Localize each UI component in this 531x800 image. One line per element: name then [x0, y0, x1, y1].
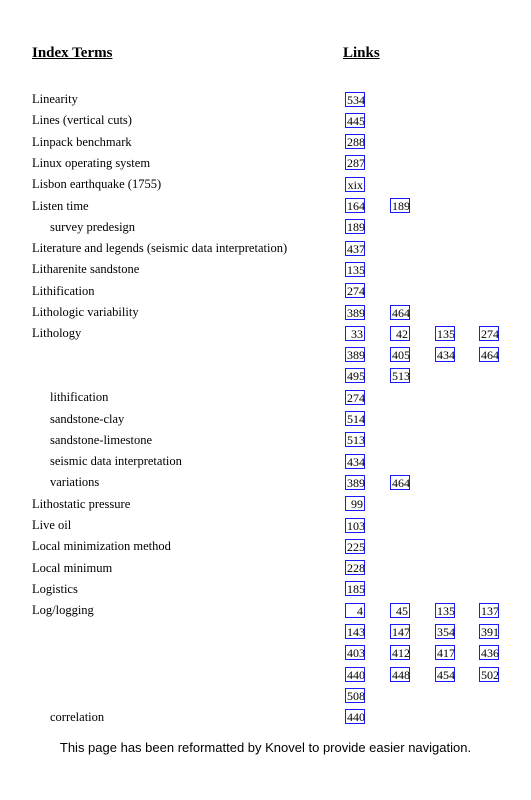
page-link[interactable]: 103	[347, 518, 365, 533]
page-link[interactable]: 434	[347, 454, 365, 469]
index-term: correlation	[50, 709, 105, 724]
page-link[interactable]: 354	[437, 625, 455, 639]
page-link[interactable]: 137	[481, 603, 499, 618]
page-link[interactable]: 4	[345, 603, 365, 618]
page-link[interactable]: 45	[390, 603, 410, 618]
page-link[interactable]: 436	[481, 646, 499, 661]
page-link[interactable]: 185	[347, 582, 365, 597]
page-link[interactable]: 514	[347, 412, 365, 426]
index-term: Local minimization method	[32, 539, 171, 554]
page-link[interactable]: 508	[347, 688, 365, 703]
index-term: Linearity	[32, 92, 78, 106]
page-link[interactable]: 189	[347, 220, 365, 235]
page-link[interactable]: 403	[347, 646, 365, 661]
index-term: survey predesign	[50, 219, 136, 234]
page-link[interactable]: 225	[347, 539, 365, 554]
knovel-footer-note: This page has been reformatted by Knovel to provide easier navigation.	[59, 740, 472, 755]
page-link[interactable]: 389	[347, 348, 365, 363]
page-link[interactable]: 513	[392, 369, 410, 384]
index-term: variations	[50, 475, 100, 490]
index-term: Lithologic variability	[32, 305, 139, 319]
index-term: Lithification	[32, 283, 95, 298]
page-link[interactable]: 135	[437, 326, 455, 341]
index-term: sandstone-clay	[50, 411, 125, 426]
page-link[interactable]: 434	[437, 348, 455, 363]
page-link[interactable]: 502	[481, 667, 499, 682]
page-link[interactable]: 448	[392, 667, 410, 682]
page-link[interactable]: 274	[347, 284, 365, 299]
page-link[interactable]: 412	[392, 646, 410, 661]
page-link[interactable]: 135	[437, 603, 455, 618]
index-term: Lithology	[32, 326, 82, 341]
page-link[interactable]: 389	[347, 305, 365, 320]
index-term: Lisbon earthquake (1755)	[32, 177, 162, 192]
page-link[interactable]: 189	[392, 199, 410, 213]
page-link[interactable]: 440	[347, 667, 365, 682]
page-link[interactable]: 405	[392, 348, 410, 363]
index-term: seismic data interpretation	[50, 454, 182, 469]
page-link[interactable]: 495	[347, 369, 365, 384]
index-term: Literature and legends (seismic data interpretation)	[32, 241, 288, 256]
index-term: Local minimum	[32, 560, 113, 575]
index-term: Lithostatic pressure	[32, 496, 131, 511]
index-terms-heading: Index Terms	[32, 45, 113, 61]
page-link[interactable]: 274	[347, 390, 365, 405]
page-link[interactable]: 274	[481, 326, 499, 341]
page-link[interactable]: xix	[345, 177, 365, 192]
page-link[interactable]: 288	[347, 135, 365, 150]
page-link[interactable]: 440	[347, 710, 365, 725]
page-link[interactable]: 135	[347, 262, 365, 277]
page-link[interactable]: 143	[347, 625, 365, 639]
page-link[interactable]: 464	[392, 305, 410, 320]
page-link[interactable]: 445	[347, 113, 365, 128]
index-term: Litharenite sandstone	[32, 262, 140, 277]
page-link[interactable]: 534	[347, 92, 365, 107]
index-term: Lines (vertical cuts)	[32, 113, 132, 128]
page-link[interactable]: 33	[345, 326, 365, 341]
index-term: Listen time	[32, 198, 89, 213]
page-link[interactable]: 389	[347, 475, 365, 490]
page-link[interactable]: 228	[347, 561, 365, 576]
page-link[interactable]: 437	[347, 241, 365, 256]
page-link[interactable]: 417	[437, 646, 455, 661]
page-link[interactable]: 454	[437, 667, 455, 682]
page-link[interactable]: 99	[345, 496, 365, 511]
links-heading: Links	[343, 45, 380, 61]
index-term: Linpack benchmark	[32, 134, 132, 149]
page-link[interactable]: 513	[347, 433, 365, 448]
page-link[interactable]: 164	[347, 199, 365, 213]
index-term: Logistics	[32, 581, 78, 596]
page-link[interactable]: 464	[392, 475, 410, 490]
index-term: sandstone-limestone	[50, 432, 153, 447]
page-link[interactable]: 464	[481, 348, 499, 363]
index-term: lithification	[50, 390, 109, 405]
page-link[interactable]: 287	[347, 156, 365, 171]
index-term: Live oil	[32, 518, 72, 532]
index-term: Log/logging	[32, 603, 94, 618]
page-link[interactable]: 391	[481, 625, 499, 639]
page-link[interactable]: 147	[392, 625, 410, 639]
page-link[interactable]: 42	[390, 326, 410, 341]
index-term: Linux operating system	[32, 155, 151, 170]
